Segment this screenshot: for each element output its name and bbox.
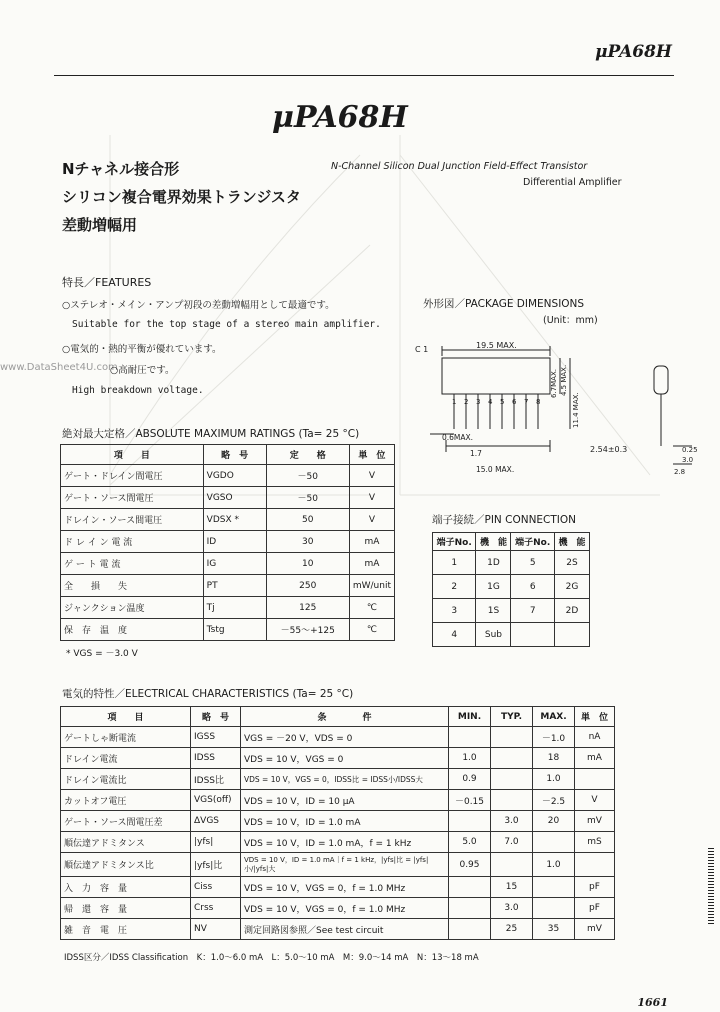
elec-item: 順伝達アドミタンス bbox=[61, 832, 191, 853]
pkg-pin-number: 4 bbox=[488, 398, 493, 406]
elec-symbol: ΔVGS bbox=[191, 811, 241, 832]
elec-header: 単 位 bbox=[575, 707, 615, 727]
elec-unit: pF bbox=[575, 877, 615, 898]
pin-func: 2S bbox=[554, 551, 589, 575]
header-part-number: μPA68H bbox=[595, 42, 672, 62]
pkg-label-pitch: 2.54±0.3 bbox=[590, 445, 628, 454]
elec-max bbox=[533, 898, 575, 919]
elec-min: 5.0 bbox=[449, 832, 491, 853]
abs-symbol: Tj bbox=[203, 597, 266, 619]
pkg-label-length: 19.5 MAX. bbox=[476, 341, 517, 350]
pin-conn-heading: 端子接続／PIN CONNECTION bbox=[432, 514, 577, 526]
elec-condition: VDS = 10 V，ID = 1.0 mA｜f = 1 kHz，|yfs|比 = |yfs|小/|yfs|大 bbox=[241, 853, 449, 877]
elec-header: TYP. bbox=[491, 707, 533, 727]
pkg-label-h2: 4.5 MAX. bbox=[560, 364, 568, 396]
elec-typ: 3.0 bbox=[491, 811, 533, 832]
pkg-pin-number: 2 bbox=[464, 398, 469, 406]
abs-rating: 125 bbox=[266, 597, 349, 619]
pin-no: 1 bbox=[433, 551, 476, 575]
elec-header: 略 号 bbox=[191, 707, 241, 727]
watermark: www.DataSheet4U.com bbox=[0, 362, 118, 373]
feature-item-3: ○電気的・熱的平衡が優れています。 bbox=[62, 344, 222, 355]
pin-header: 機 能 bbox=[476, 533, 511, 551]
elec-unit bbox=[575, 769, 615, 790]
elec-typ: 15 bbox=[491, 877, 533, 898]
abs-max-heading: 絶対最大定格／ABSOLUTE MAXIMUM RATINGS (Ta= 25 °C) bbox=[62, 428, 360, 440]
abs-max-header: 定 格 bbox=[266, 445, 349, 465]
elec-min bbox=[449, 877, 491, 898]
elec-min bbox=[449, 898, 491, 919]
pin-no bbox=[511, 623, 554, 647]
elec-condition: VDS = 10 V，ID = 10 μA bbox=[241, 790, 449, 811]
elec-header: 条 件 bbox=[241, 707, 449, 727]
table-row bbox=[61, 877, 615, 898]
abs-max-note: * VGS = －3.0 V bbox=[66, 649, 138, 659]
elec-symbol: IDSS比 bbox=[191, 769, 241, 790]
elec-item: ゲートしゃ断電流 bbox=[61, 727, 191, 748]
elec-typ bbox=[491, 853, 533, 877]
package-unit: (Unit：mm) bbox=[543, 315, 598, 326]
pin-no: 4 bbox=[433, 623, 476, 647]
pin-func bbox=[554, 623, 589, 647]
pin-func: 1S bbox=[476, 599, 511, 623]
elec-unit: mS bbox=[575, 832, 615, 853]
abs-rating: －50 bbox=[266, 487, 349, 509]
elec-unit: V bbox=[575, 790, 615, 811]
abs-item: ドレイン・ソース間電圧 bbox=[61, 509, 204, 531]
abs-item: ゲ ー ト 電 流 bbox=[61, 553, 204, 575]
elec-typ: 7.0 bbox=[491, 832, 533, 853]
package-heading: 外形図／PACKAGE DIMENSIONS bbox=[423, 298, 585, 310]
pkg-label-t2: 3.0 bbox=[682, 456, 694, 464]
pin-func: 2G bbox=[554, 575, 589, 599]
pin-header: 機 能 bbox=[554, 533, 589, 551]
abs-item: ゲート・ソース間電圧 bbox=[61, 487, 204, 509]
table-row bbox=[61, 619, 395, 641]
abs-unit: V bbox=[349, 509, 394, 531]
elec-typ bbox=[491, 769, 533, 790]
table-row bbox=[61, 790, 615, 811]
elec-typ bbox=[491, 727, 533, 748]
elec-unit: mV bbox=[575, 919, 615, 940]
table-row bbox=[61, 553, 395, 575]
pkg-label-t3: 2.8 bbox=[674, 468, 686, 476]
elec-item: カットオフ電圧 bbox=[61, 790, 191, 811]
page-number: 1661 bbox=[637, 996, 668, 1009]
elec-symbol: NV bbox=[191, 919, 241, 940]
elec-min: 0.9 bbox=[449, 769, 491, 790]
elec-condition: VDS = 10 V，VGS = 0，f = 1.0 MHz bbox=[241, 898, 449, 919]
elec-item: 雑 音 電 圧 bbox=[61, 919, 191, 940]
elec-max: －2.5 bbox=[533, 790, 575, 811]
abs-rating: 30 bbox=[266, 531, 349, 553]
abs-symbol: VGDO bbox=[203, 465, 266, 487]
pkg-label-base: 15.0 MAX. bbox=[476, 465, 515, 474]
pkg-pin-number: 1 bbox=[452, 398, 457, 406]
elec-table bbox=[60, 706, 615, 940]
jp-title-line2: シリコン複合電界効果トランジスタ bbox=[62, 188, 301, 206]
abs-rating: 10 bbox=[266, 553, 349, 575]
elec-condition: VDS = 10 V，VGS = 0 bbox=[241, 748, 449, 769]
pkg-label-c1: C 1 bbox=[415, 345, 429, 354]
abs-unit: mW/unit bbox=[349, 575, 394, 597]
abs-max-header: 項 目 bbox=[61, 445, 204, 465]
pin-func: Sub bbox=[476, 623, 511, 647]
elec-item: 順伝達アドミタンス比 bbox=[61, 853, 191, 877]
abs-item: 保 存 温 度 bbox=[61, 619, 204, 641]
table-row bbox=[433, 599, 590, 623]
pkg-label-w1: 0.6MAX. bbox=[442, 433, 474, 442]
elec-max: 20 bbox=[533, 811, 575, 832]
idss-classification: IDSS区分／IDSS Classification K：1.0～6.0 mA L：5.0～10 mA M：9.0～14 mA N：13～18 mA bbox=[64, 953, 479, 963]
pin-header: 端子No. bbox=[433, 533, 476, 551]
elec-typ: 25 bbox=[491, 919, 533, 940]
pkg-pin-number: 6 bbox=[512, 398, 517, 406]
elec-unit: nA bbox=[575, 727, 615, 748]
elec-max: 1.0 bbox=[533, 769, 575, 790]
elec-symbol: VGS(off) bbox=[191, 790, 241, 811]
abs-unit: mA bbox=[349, 531, 394, 553]
elec-min bbox=[449, 811, 491, 832]
abs-rating: －50 bbox=[266, 465, 349, 487]
pin-func: 2D bbox=[554, 599, 589, 623]
header-rule bbox=[54, 75, 674, 76]
elec-typ bbox=[491, 790, 533, 811]
abs-symbol: IG bbox=[203, 553, 266, 575]
pkg-pin-number: 8 bbox=[536, 398, 541, 406]
abs-unit: mA bbox=[349, 553, 394, 575]
table-row bbox=[61, 748, 615, 769]
feature-item-2: Suitable for the top stage of a stereo main amplifier. bbox=[72, 319, 381, 330]
table-row bbox=[61, 919, 615, 940]
pkg-pin-number: 5 bbox=[500, 398, 505, 406]
elec-header: 項 目 bbox=[61, 707, 191, 727]
page-title: μPA68H bbox=[272, 100, 408, 135]
abs-item: ド レ イ ン 電 流 bbox=[61, 531, 204, 553]
table-row bbox=[61, 898, 615, 919]
feature-item-4: ○高耐圧です。 bbox=[110, 365, 175, 376]
elec-max: 35 bbox=[533, 919, 575, 940]
elec-min bbox=[449, 727, 491, 748]
elec-heading: 電気的特性／ELECTRICAL CHARACTERISTICS (Ta= 25 °C) bbox=[62, 688, 354, 700]
elec-item: ドレイン電流比 bbox=[61, 769, 191, 790]
elec-item: ドレイン電流 bbox=[61, 748, 191, 769]
pkg-label-h3: 11.4 MAX. bbox=[572, 392, 580, 428]
elec-condition: VGS = －20 V，VDS = 0 bbox=[241, 727, 449, 748]
abs-unit: ℃ bbox=[349, 619, 394, 641]
pin-no: 6 bbox=[511, 575, 554, 599]
elec-condition: VDS = 10 V，ID = 1.0 mA，f = 1 kHz bbox=[241, 832, 449, 853]
jp-title-line3: 差動増幅用 bbox=[62, 216, 138, 234]
elec-unit: mA bbox=[575, 748, 615, 769]
abs-symbol: PT bbox=[203, 575, 266, 597]
pin-no: 5 bbox=[511, 551, 554, 575]
pin-func: 1D bbox=[476, 551, 511, 575]
feature-item-5: High breakdown voltage. bbox=[72, 385, 204, 396]
table-row bbox=[61, 465, 395, 487]
table-row bbox=[61, 509, 395, 531]
abs-symbol: Tstg bbox=[203, 619, 266, 641]
pkg-label-t1: 0.25 bbox=[682, 446, 698, 454]
abs-rating: －55～+125 bbox=[266, 619, 349, 641]
package-body-outline bbox=[442, 358, 550, 394]
features-heading: 特長／FEATURES bbox=[62, 276, 152, 289]
pin-no: 3 bbox=[433, 599, 476, 623]
elec-condition: VDS = 10 V，VGS = 0，IDSS比 = IDSS小/IDSS大 bbox=[241, 769, 449, 790]
pin-conn-table bbox=[432, 532, 590, 647]
table-row bbox=[61, 769, 615, 790]
elec-unit: pF bbox=[575, 898, 615, 919]
pkg-pin-number: 7 bbox=[524, 398, 529, 406]
elec-symbol: Crss bbox=[191, 898, 241, 919]
abs-rating: 250 bbox=[266, 575, 349, 597]
abs-max-header: 単 位 bbox=[349, 445, 394, 465]
elec-symbol: |yfs|比 bbox=[191, 853, 241, 877]
elec-max: 1.0 bbox=[533, 853, 575, 877]
elec-header: MAX. bbox=[533, 707, 575, 727]
jp-title-line1: Nチャネル接合形 bbox=[62, 160, 180, 178]
abs-rating: 50 bbox=[266, 509, 349, 531]
pin-no: 7 bbox=[511, 599, 554, 623]
table-row bbox=[61, 531, 395, 553]
table-row bbox=[61, 727, 615, 748]
elec-symbol: IDSS bbox=[191, 748, 241, 769]
elec-max: 18 bbox=[533, 748, 575, 769]
table-row bbox=[61, 853, 615, 877]
table-row bbox=[61, 575, 395, 597]
elec-min: 0.95 bbox=[449, 853, 491, 877]
elec-condition: VDS = 10 V，VGS = 0，f = 1.0 MHz bbox=[241, 877, 449, 898]
abs-symbol: ID bbox=[203, 531, 266, 553]
elec-condition: VDS = 10 V，ID = 1.0 mA bbox=[241, 811, 449, 832]
abs-unit: ℃ bbox=[349, 597, 394, 619]
table-row bbox=[61, 811, 615, 832]
elec-max bbox=[533, 832, 575, 853]
pin-no: 2 bbox=[433, 575, 476, 599]
elec-min bbox=[449, 919, 491, 940]
abs-symbol: VDSX * bbox=[203, 509, 266, 531]
elec-condition: 測定回路図参照／See test circuit bbox=[241, 919, 449, 940]
feature-item-1: ○ステレオ・メイン・アンプ初段の差動増幅用として最適です。 bbox=[62, 300, 335, 311]
elec-max: －1.0 bbox=[533, 727, 575, 748]
abs-item: ゲート・ドレイン間電圧 bbox=[61, 465, 204, 487]
table-row bbox=[61, 487, 395, 509]
en-title-line2: Differential Amplifier bbox=[523, 177, 622, 188]
pin-func: 1G bbox=[476, 575, 511, 599]
abs-symbol: VGSO bbox=[203, 487, 266, 509]
pkg-pin-numbers bbox=[452, 398, 540, 406]
abs-max-table bbox=[60, 444, 395, 641]
elec-typ bbox=[491, 748, 533, 769]
elec-symbol: IGSS bbox=[191, 727, 241, 748]
elec-item: ゲート・ソース間電圧差 bbox=[61, 811, 191, 832]
abs-unit: V bbox=[349, 487, 394, 509]
elec-min: 1.0 bbox=[449, 748, 491, 769]
table-row bbox=[433, 623, 590, 647]
elec-max bbox=[533, 877, 575, 898]
en-title-line1: N-Channel Silicon Dual Junction Field-Effect Transistor bbox=[331, 161, 588, 172]
elec-item: 帰 還 容 量 bbox=[61, 898, 191, 919]
pin-header: 端子No. bbox=[511, 533, 554, 551]
elec-unit bbox=[575, 853, 615, 877]
margin-barcode bbox=[708, 848, 714, 924]
pkg-pin-number: 3 bbox=[476, 398, 481, 406]
elec-typ: 3.0 bbox=[491, 898, 533, 919]
abs-max-header: 略 号 bbox=[203, 445, 266, 465]
pkg-label-pin-width: 1.7 bbox=[470, 449, 482, 458]
package-side-view bbox=[654, 366, 668, 394]
abs-item: 全 損 失 bbox=[61, 575, 204, 597]
table-row bbox=[61, 832, 615, 853]
table-row bbox=[433, 575, 590, 599]
pkg-label-h1: 6.7MAX. bbox=[550, 369, 558, 398]
abs-item: ジャンクション温度 bbox=[61, 597, 204, 619]
table-row bbox=[61, 597, 395, 619]
table-row bbox=[433, 551, 590, 575]
package-drawing bbox=[410, 334, 700, 484]
elec-min: －0.15 bbox=[449, 790, 491, 811]
elec-unit: mV bbox=[575, 811, 615, 832]
elec-symbol: Ciss bbox=[191, 877, 241, 898]
abs-unit: V bbox=[349, 465, 394, 487]
elec-item: 入 力 容 量 bbox=[61, 877, 191, 898]
elec-header: MIN. bbox=[449, 707, 491, 727]
elec-symbol: |yfs| bbox=[191, 832, 241, 853]
